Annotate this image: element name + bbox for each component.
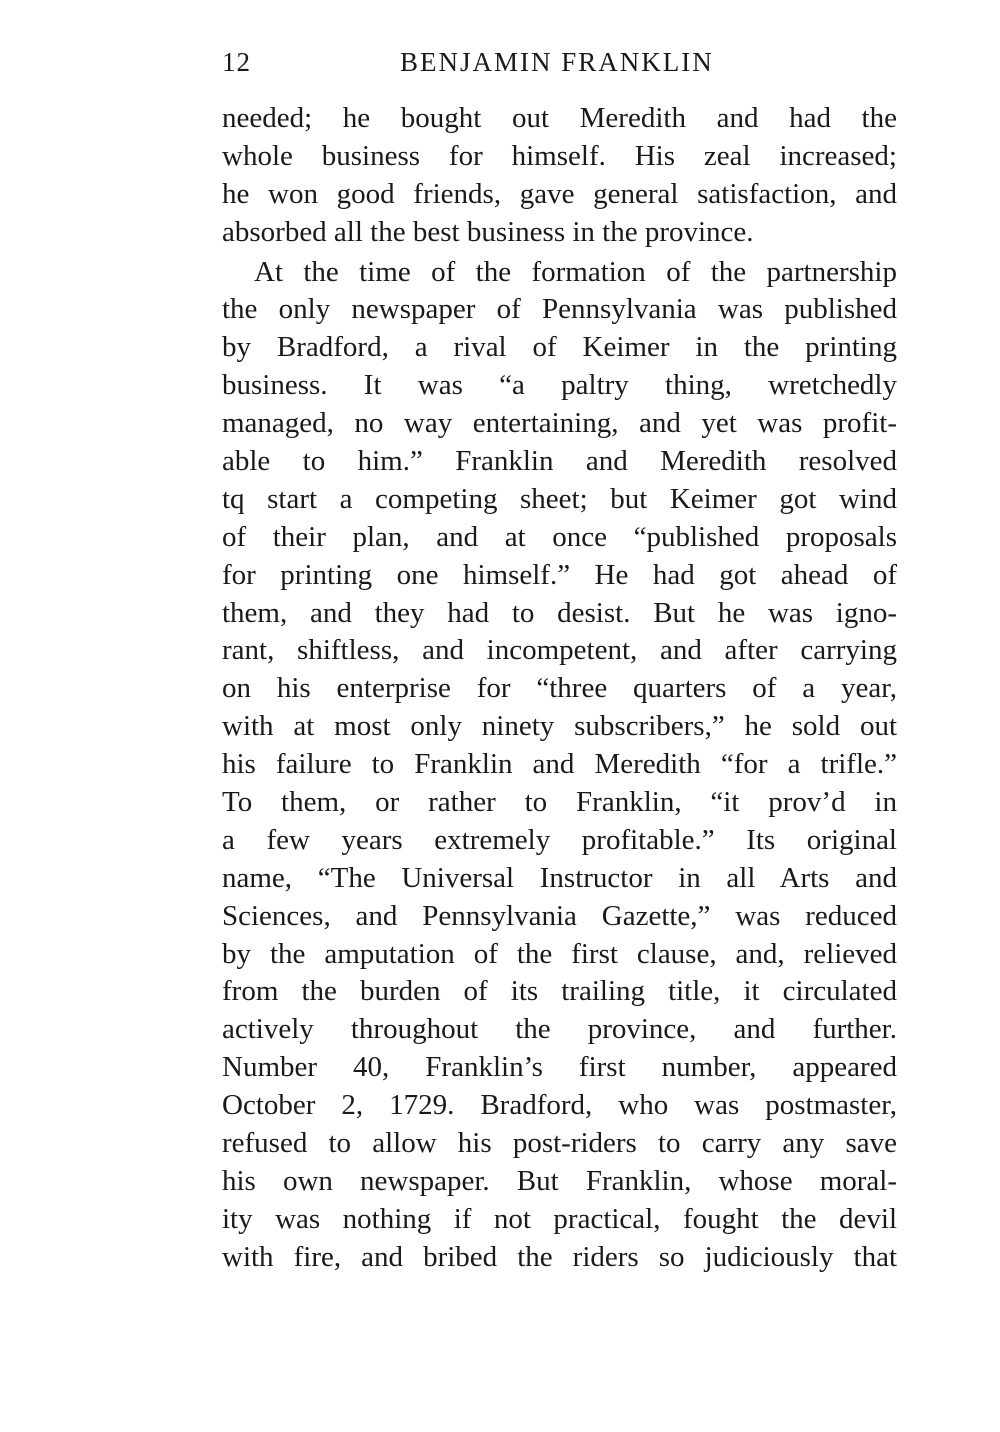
text-line: his own newspaper. But Franklin, whose moral- [222, 1164, 897, 1197]
paragraph-2 [222, 254, 897, 1277]
text-line: by the amputation of the first clause, and, relieved [222, 937, 897, 970]
text-line: his failure to Franklin and Meredith “for a trifle.” [222, 748, 897, 781]
text-line: on his enterprise for “three quarters of a year, [222, 672, 897, 705]
text-line: them, and they had to desist. But he was igno- [222, 596, 897, 629]
text-line: business. It was “a paltry thing, wretchedly [222, 369, 897, 402]
text-line: he won good friends, gave general satisfaction, and [222, 177, 897, 210]
text-line: managed, no way entertaining, and yet was profit- [222, 407, 897, 440]
text-line: of their plan, and at once “published proposals [222, 520, 897, 553]
page-number: 12 [222, 47, 251, 77]
text-line: able to him.” Franklin and Meredith resolved [222, 445, 897, 478]
text-line: with at most only ninety subscribers,” he sold out [222, 710, 897, 743]
text-line: ity was nothing if not practical, fought the devil [222, 1202, 897, 1235]
text-line: name, “The Universal Instructor in all Arts and [222, 861, 897, 894]
running-title: BENJAMIN FRANKLIN [400, 47, 714, 77]
body-text [222, 100, 897, 1277]
text-line: absorbed all the best business in the province. [222, 215, 754, 248]
running-head [222, 42, 897, 82]
text-line: the only newspaper of Pennsylvania was published [222, 293, 897, 326]
text-line: actively throughout the province, and further. [222, 1013, 897, 1046]
text-line: a few years extremely profitable.” Its original [222, 823, 897, 856]
text-line: whole business for himself. His zeal increased; [222, 139, 897, 172]
text-line: At the time of the formation of the partnership [254, 255, 897, 288]
text-line: To them, or rather to Franklin, “it prov’d in [222, 786, 897, 819]
text-line: rant, shiftless, and incompetent, and after carrying [222, 634, 897, 667]
text-line: by Bradford, a rival of Keimer in the printing [222, 331, 897, 364]
text-line: tq start a competing sheet; but Keimer got wind [222, 482, 897, 515]
text-line: with fire, and bribed the riders so judiciously that [222, 1240, 897, 1273]
text-line: October 2, 1729. Bradford, who was postmaster, [222, 1089, 897, 1122]
text-line: needed; he bought out Meredith and had the [222, 102, 897, 134]
text-line: from the burden of its trailing title, it circulated [222, 975, 897, 1008]
text-line: for printing one himself.” He had got ahead of [222, 558, 897, 591]
paragraph-1 [222, 100, 897, 252]
text-line: Sciences, and Pennsylvania Gazette,” was reduced [222, 899, 897, 932]
text-line: Number 40, Franklin’s first number, appeared [222, 1051, 897, 1084]
text-line: refused to allow his post-riders to carry any save [222, 1127, 897, 1160]
